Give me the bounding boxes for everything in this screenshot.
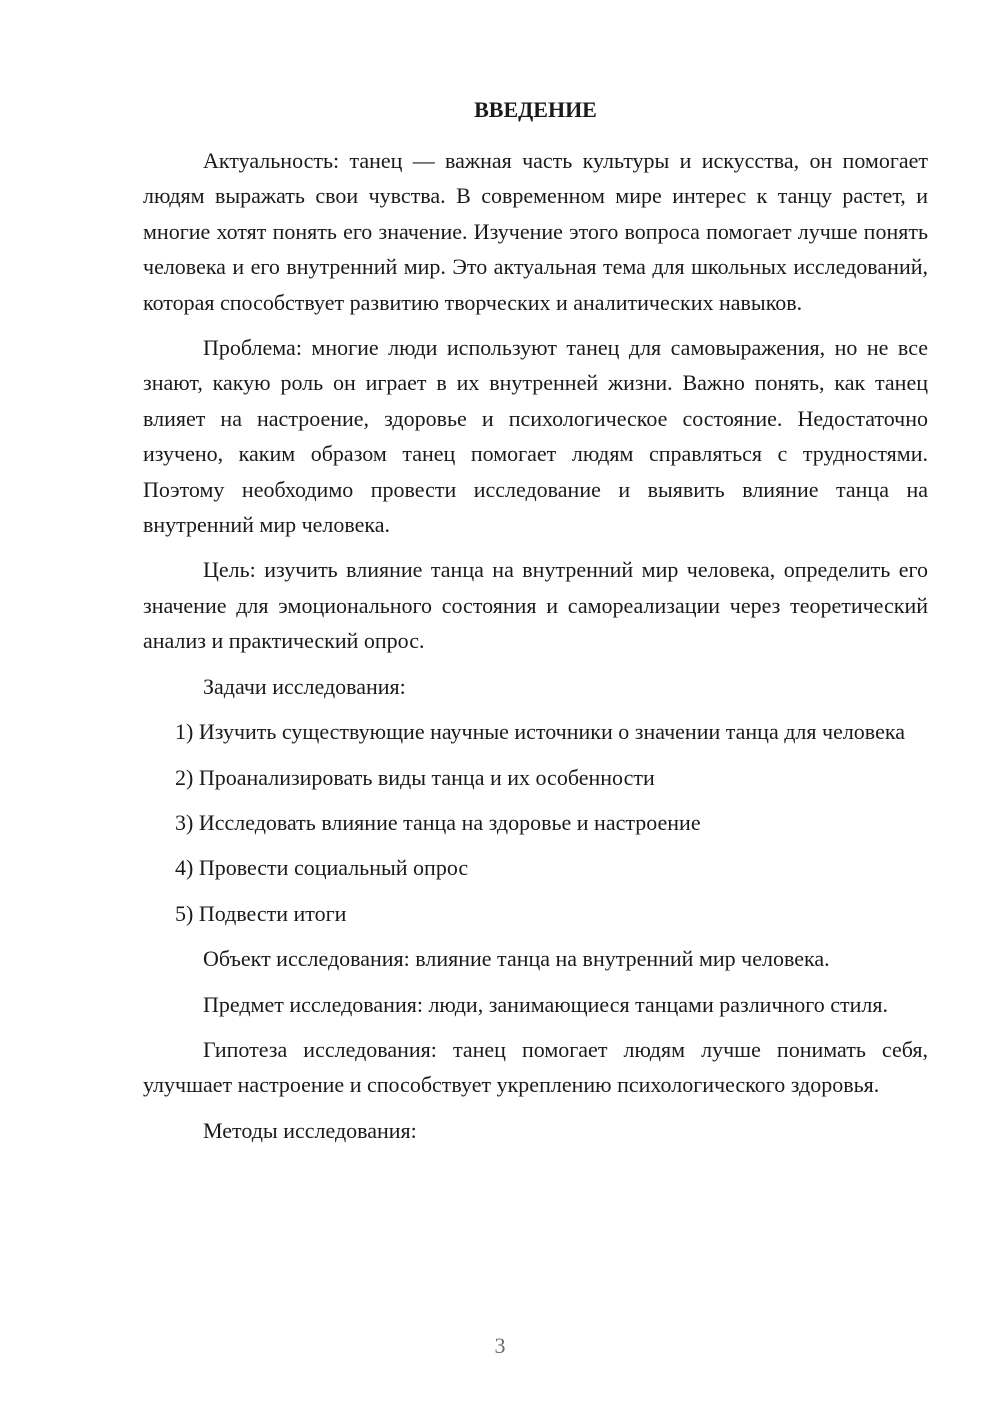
paragraph-object: Объект исследования: влияние танца на внутренний мир человека. — [203, 946, 830, 972]
paragraph-hypothesis: Гипотеза исследования: танец помогает людям лучше понимать себя, улучшает настроение и способствует укреплению психологического здоровья. — [143, 1036, 928, 1098]
task-item-1: 1) Изучить существующие научные источники о значении танца для человека — [175, 719, 905, 745]
methods-heading: Методы исследования: — [203, 1117, 417, 1143]
tasks-heading: Задачи исследования: — [203, 673, 406, 699]
paragraph-problem: Проблема: многие люди используют танец для самовыражения, но не все знают, какую роль он играет в их внутренней жизни. Важно понять, как танец влияет на настроение, здоровье и психологическое состояние. Недостаточно изучено, каким образом танец помогает людям справляться с трудностями. Поэтому необходимо провести исследование и выявить влияние танца на внутренний мир человека. — [143, 335, 928, 538]
paragraph-relevance: Актуальность: танец — важная часть культуры и искусства, он помогает людям выражать свои чувства. В современном мире интерес к танцу растет, и многие хотят понять его значение. Изучение этого вопроса помогает лучше понять человека и его внутренний мир. Это актуальная тема для школьных исследований, которая способствует развитию творческих и аналитических навыков. — [143, 148, 928, 315]
task-item-5: 5) Подвести итоги — [175, 900, 347, 926]
page-number: 3 — [494, 1333, 506, 1358]
document-page — [143, 92, 928, 1158]
task-item-4: 4) Провести социальный опрос — [175, 855, 469, 881]
paragraph-goal: Цель: изучить влияние танца на внутренний мир человека, определить его значение для эмоционального состояния и самореализации через теоретический анализ и практический опрос. — [143, 557, 928, 654]
task-item-2: 2) Проанализировать виды танца и их особенности — [175, 764, 655, 790]
task-item-3: 3) Исследовать влияние танца на здоровье и настроение — [175, 809, 701, 835]
paragraph-subject: Предмет исследования: люди, занимающиеся танцами различного стиля. — [203, 991, 889, 1017]
section-title: ВВЕДЕНИЕ — [474, 97, 597, 122]
